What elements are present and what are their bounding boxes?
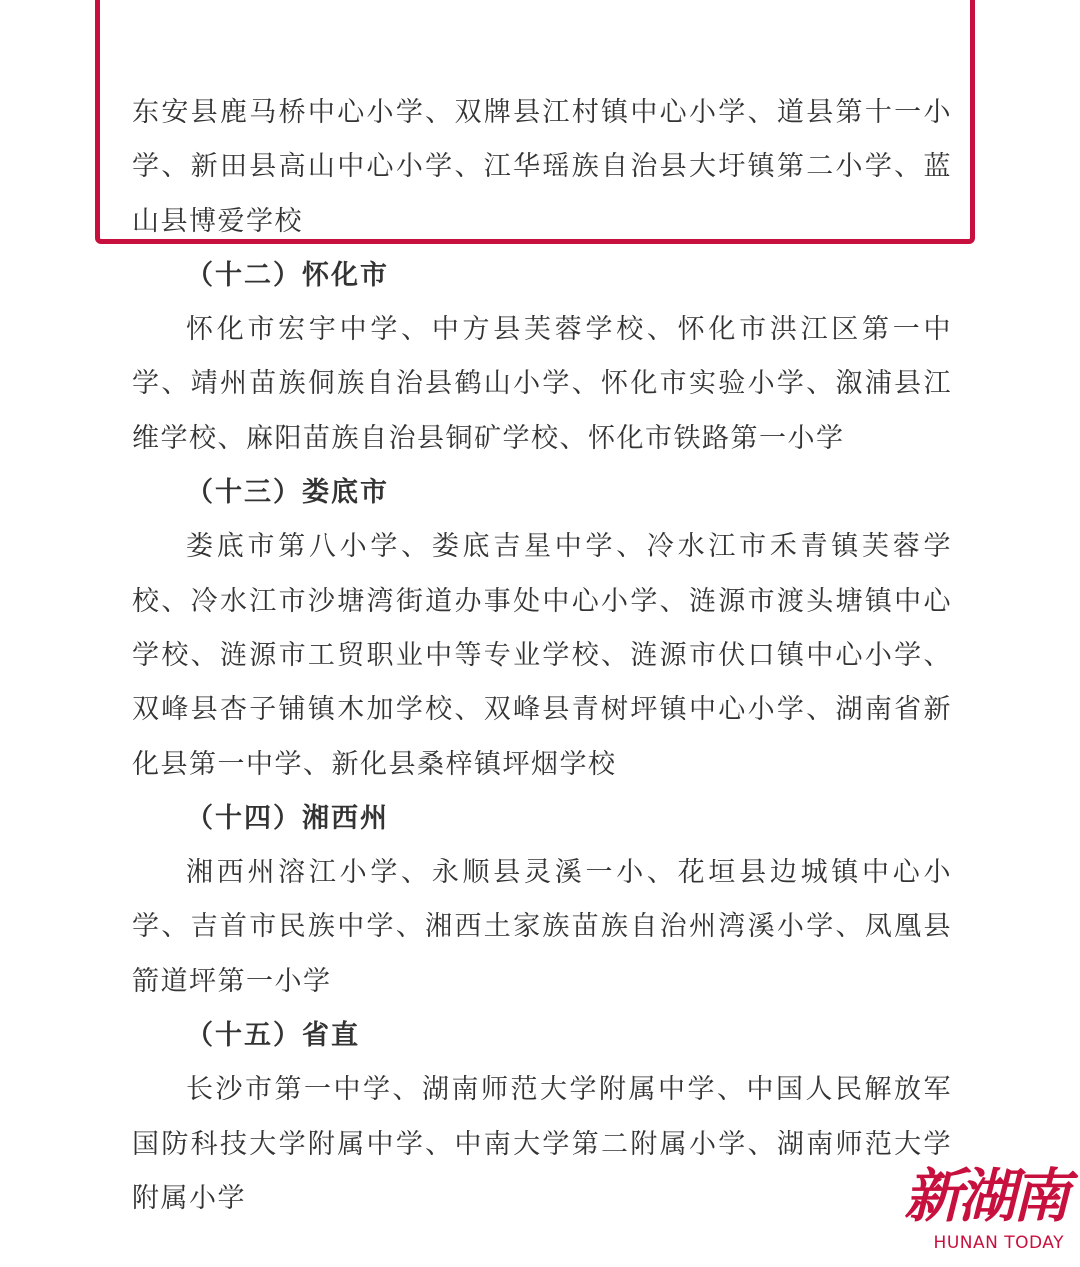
hunan-today-watermark — [890, 1162, 1066, 1253]
watermark-brand: 新湖南 — [903, 1162, 1066, 1230]
section-text-huaihua: 怀化市宏宇中学、中方县芙蓉学校、怀化市洪江区第一中学、靖州苗族侗族自治县鹤山小学、怀化市实验小学、溆浦县江维学校、麻阳苗族自治县铜矿学校、怀化市铁路第一小学 — [132, 314, 952, 454]
section-text-loudi: 娄底市第八小学、娄底吉星中学、冷水江市禾青镇芙蓉学校、冷水江市沙塘湾街道办事处中心小学、涟源市渡头塘镇中心学校、涟源市工贸职业中等专业学校、涟源市伏口镇中心小学、双峰县杏子铺镇木加学校、双峰县青树坪镇中心小学、湖南省新化县第一中学、新化县桑梓镇坪烟学校 — [132, 531, 952, 780]
section-heading-loudi: （十三）娄底市 — [186, 477, 389, 509]
watermark-tagline: HUNAN TODAY — [933, 1233, 1064, 1253]
section-heading-xiangxi: （十四）湘西州 — [186, 802, 389, 834]
section-heading-provincial: （十五）省直 — [186, 1020, 360, 1052]
document-body — [132, 86, 952, 1226]
section-heading-huaihua: （十二）怀化市 — [186, 259, 389, 291]
intro-paragraph: 东安县鹿马桥中心小学、双牌县江村镇中心小学、道县第十一小学、新田县高山中心小学、江华瑶族自治县大圩镇第二小学、蓝山县博爱学校 — [132, 97, 952, 237]
section-text-xiangxi: 湘西州溶江小学、永顺县灵溪一小、花垣县边城镇中心小学、吉首市民族中学、湘西土家族苗族自治州湾溪小学、凤凰县箭道坪第一小学 — [132, 857, 952, 997]
section-text-provincial: 长沙市第一中学、湖南师范大学附属中学、中国人民解放军国防科技大学附属中学、中南大学第二附属小学、湖南师范大学附属小学 — [132, 1074, 952, 1214]
